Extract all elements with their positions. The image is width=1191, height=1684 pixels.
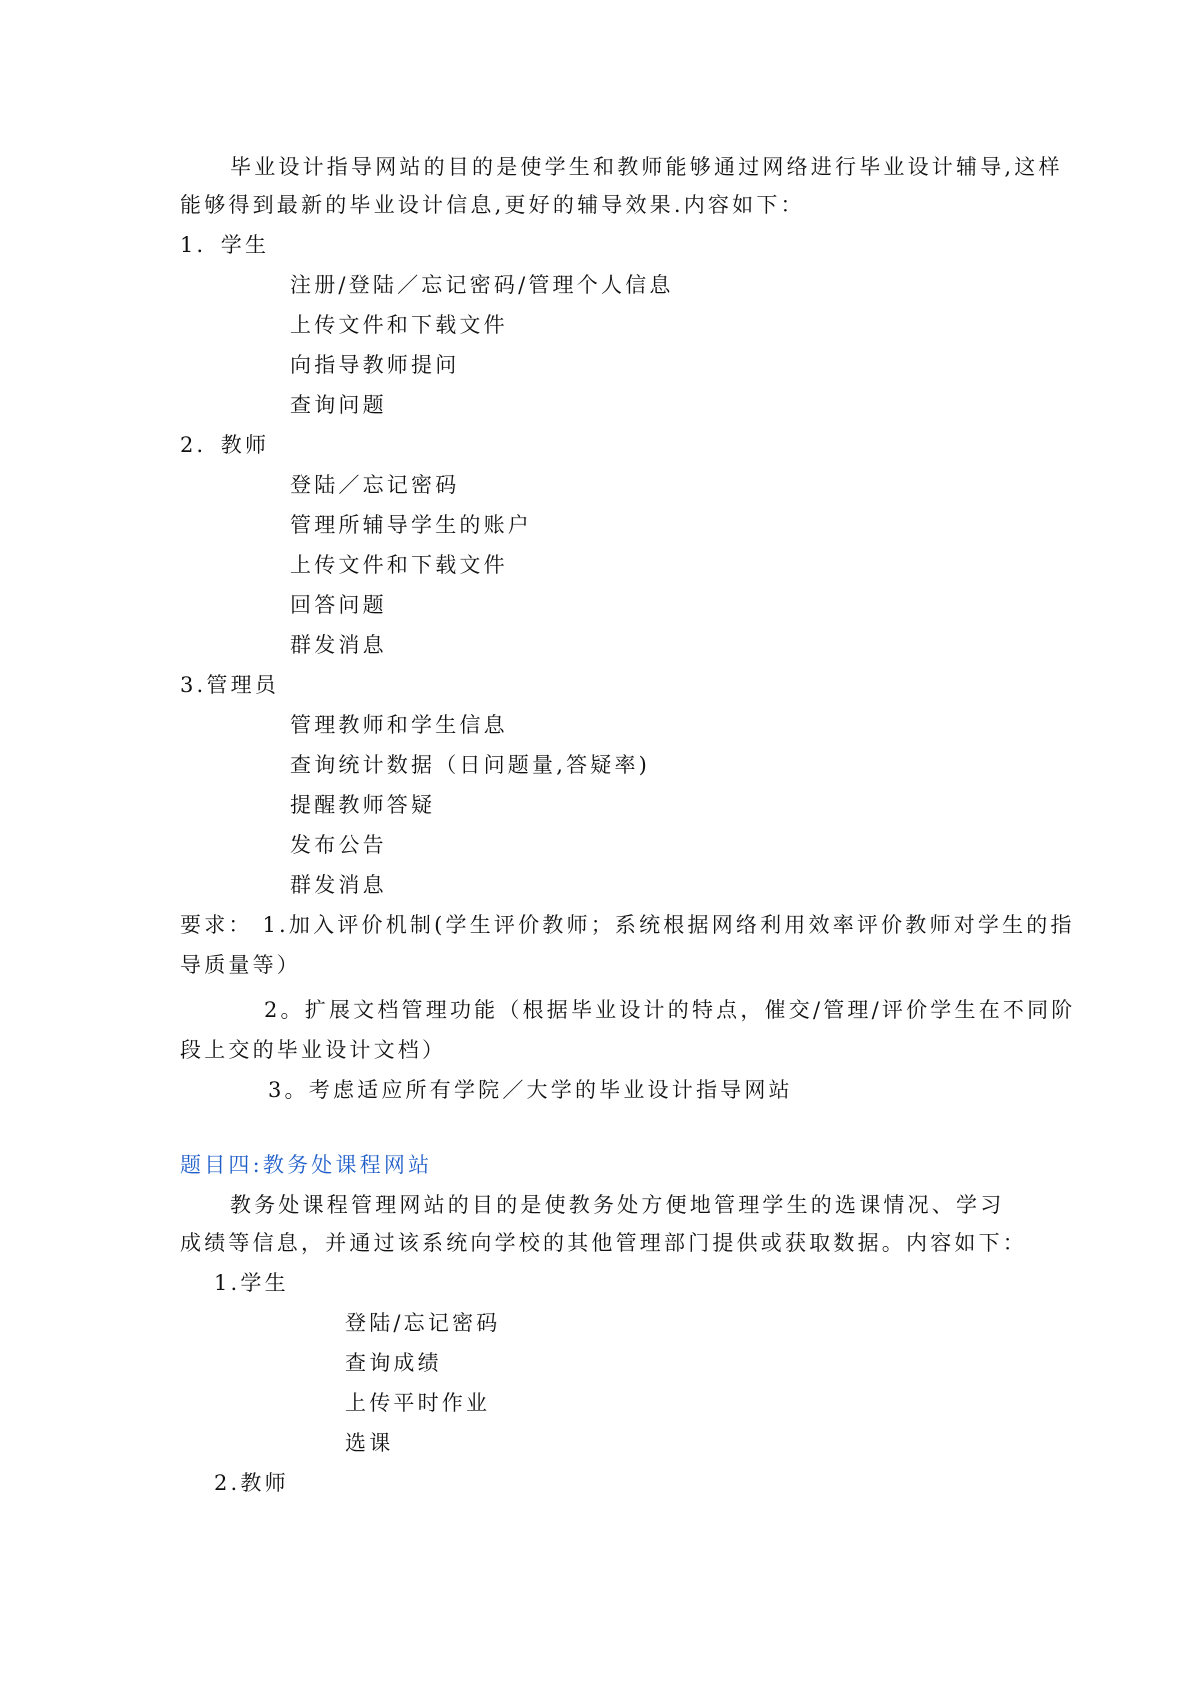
topic-4-heading[interactable]: 题目四:教务处课程网站 — [180, 1153, 433, 1177]
intro-line-1: 毕业设计指导网站的目的是使学生和教师能够通过网络进行毕业设计辅导,这样 — [230, 155, 1063, 179]
topic-4-intro-line-1: 教务处课程管理网站的目的是使教务处方便地管理学生的选课情况、学习 — [230, 1193, 1005, 1217]
student-item-1: 注册/登陆／忘记密码/管理个人信息 — [290, 273, 674, 297]
topic-4-intro-line-2: 成绩等信息，并通过该系统向学校的其他管理部门提供或获取数据。内容如下： — [180, 1231, 1027, 1255]
student-item-4: 查询问题 — [290, 393, 387, 417]
requirement-2-line-1: 2。扩展文档管理功能（根据毕业设计的特点，催交/管理/评价学生在不同阶 — [264, 998, 1076, 1022]
requirement-3: 3。考虑适应所有学院／大学的毕业设计指导网站 — [268, 1078, 793, 1102]
teacher-item-3: 上传文件和下载文件 — [290, 553, 508, 577]
section-teacher-title: 2．教师 — [180, 433, 270, 457]
topic-4-student-item-1: 登陆/忘记密码 — [345, 1311, 501, 1335]
student-item-2: 上传文件和下载文件 — [290, 313, 508, 337]
intro-line-2: 能够得到最新的毕业设计信息,更好的辅导效果.内容如下： — [180, 193, 805, 217]
requirement-1-line-2: 导质量等） — [180, 953, 301, 977]
topic-4-student-item-2: 查询成绩 — [345, 1351, 442, 1375]
admin-item-2: 查询统计数据（日问题量,答疑率) — [290, 753, 651, 777]
topic-4-student-item-4: 选课 — [345, 1431, 394, 1455]
teacher-item-1: 登陆／忘记密码 — [290, 473, 460, 497]
admin-item-1: 管理教师和学生信息 — [290, 713, 508, 737]
teacher-item-5: 群发消息 — [290, 633, 387, 657]
section-admin-title: 3.管理员 — [180, 673, 280, 697]
admin-item-4: 发布公告 — [290, 833, 387, 857]
topic-4-student-item-3: 上传平时作业 — [345, 1391, 491, 1415]
requirement-1-line-1: 要求： 1.加入评价机制(学生评价教师；系统根据网络利用效率评价教师对学生的指 — [180, 913, 1075, 937]
admin-item-5: 群发消息 — [290, 873, 387, 897]
admin-item-3: 提醒教师答疑 — [290, 793, 436, 817]
topic-4-student-title: 1.学生 — [214, 1271, 289, 1295]
section-student-title: 1．学生 — [180, 233, 270, 257]
topic-4-teacher-title: 2.教师 — [214, 1471, 289, 1495]
student-item-3: 向指导教师提问 — [290, 353, 460, 377]
teacher-item-2: 管理所辅导学生的账户 — [290, 513, 532, 537]
requirement-2-line-2: 段上交的毕业设计文档） — [180, 1038, 447, 1062]
teacher-item-4: 回答问题 — [290, 593, 387, 617]
